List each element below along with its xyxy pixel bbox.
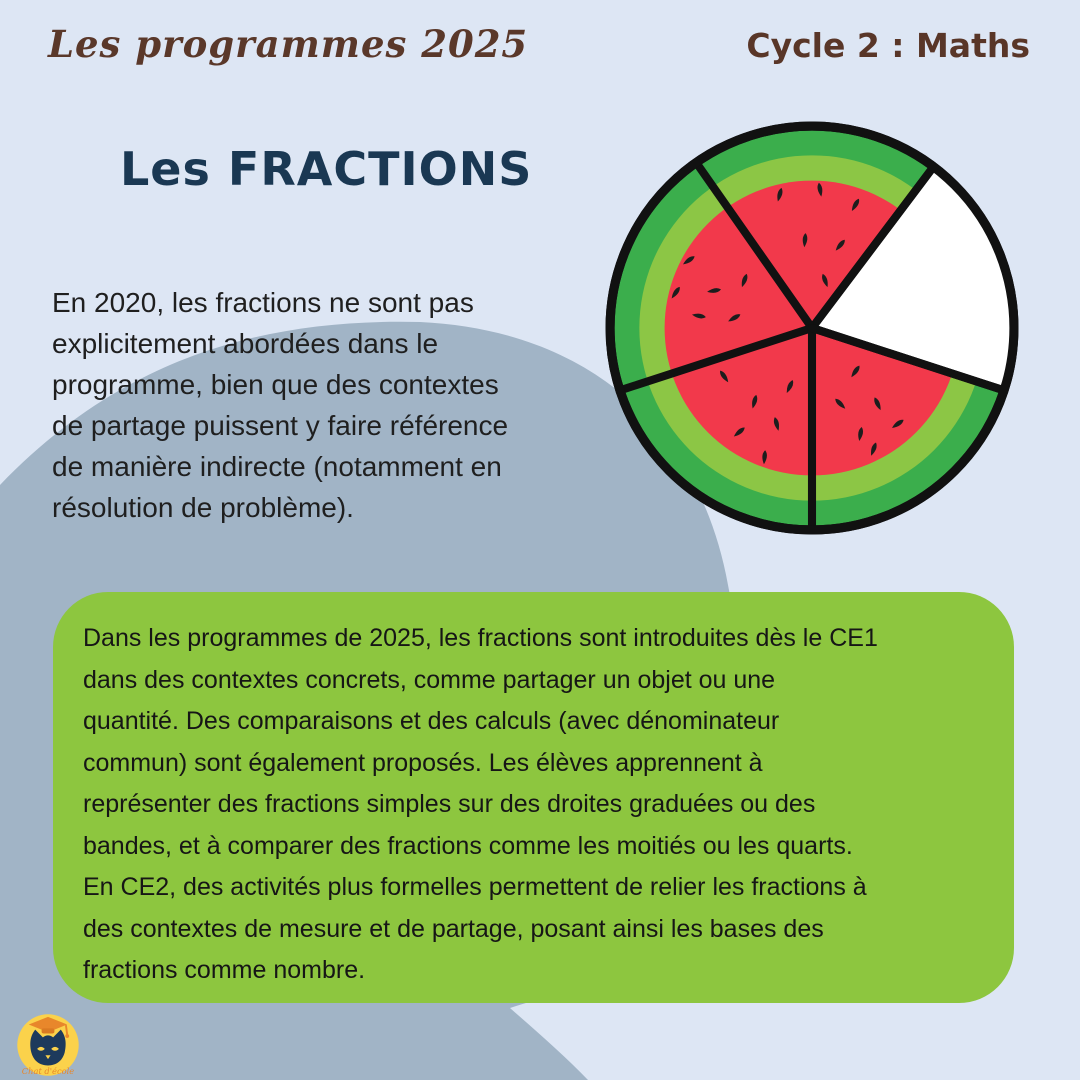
intro-line: programme, bien que des contextes — [52, 369, 499, 400]
logo-caption: Chat d'école — [21, 1065, 75, 1076]
intro-line: de manière indirecte (notamment en — [52, 451, 502, 482]
watermelon-fraction-illustration — [603, 119, 1021, 537]
intro-line: résolution de problème). — [52, 492, 354, 523]
cat-school-logo-icon — [16, 1013, 80, 1077]
chat-decole-logo — [16, 1013, 80, 1077]
box-line: quantité. Des comparaisons et des calculs (avec dénominateur — [83, 707, 780, 735]
box-line: représenter des fractions simples sur des droites graduées ou des — [83, 790, 816, 818]
box-line: Dans les programmes de 2025, les fractions sont introduites dès le CE1 — [83, 624, 878, 652]
intro-line: explicitement abordées dans le — [52, 328, 439, 359]
box-line: des contextes de mesure et de partage, posant ainsi les bases des — [83, 914, 824, 943]
box-line: dans des contextes concrets, comme partager un objet ou une — [83, 665, 776, 694]
box-line: commun) sont également proposés. Les élèves apprennent à — [83, 748, 763, 777]
intro-line: de partage puissent y faire référence — [52, 410, 509, 441]
program-year-label: Les programmes 2025 — [48, 22, 529, 66]
intro-paragraph — [52, 282, 508, 528]
watermelon-icon — [603, 119, 1021, 537]
programmes-2025-text-box — [53, 592, 1014, 1003]
box-line: fractions comme nombre. — [83, 956, 366, 984]
box-line: En CE2, des activités plus formelles permettent de relier les fractions à — [83, 873, 867, 901]
page-title: Les FRACTIONS — [120, 142, 533, 196]
cycle-subject-label: Cycle 2 : Maths — [746, 26, 1030, 65]
box-line: bandes, et à comparer des fractions comme les moitiés ou les quarts. — [83, 831, 853, 860]
intro-line: En 2020, les fractions ne sont pas — [52, 287, 474, 318]
